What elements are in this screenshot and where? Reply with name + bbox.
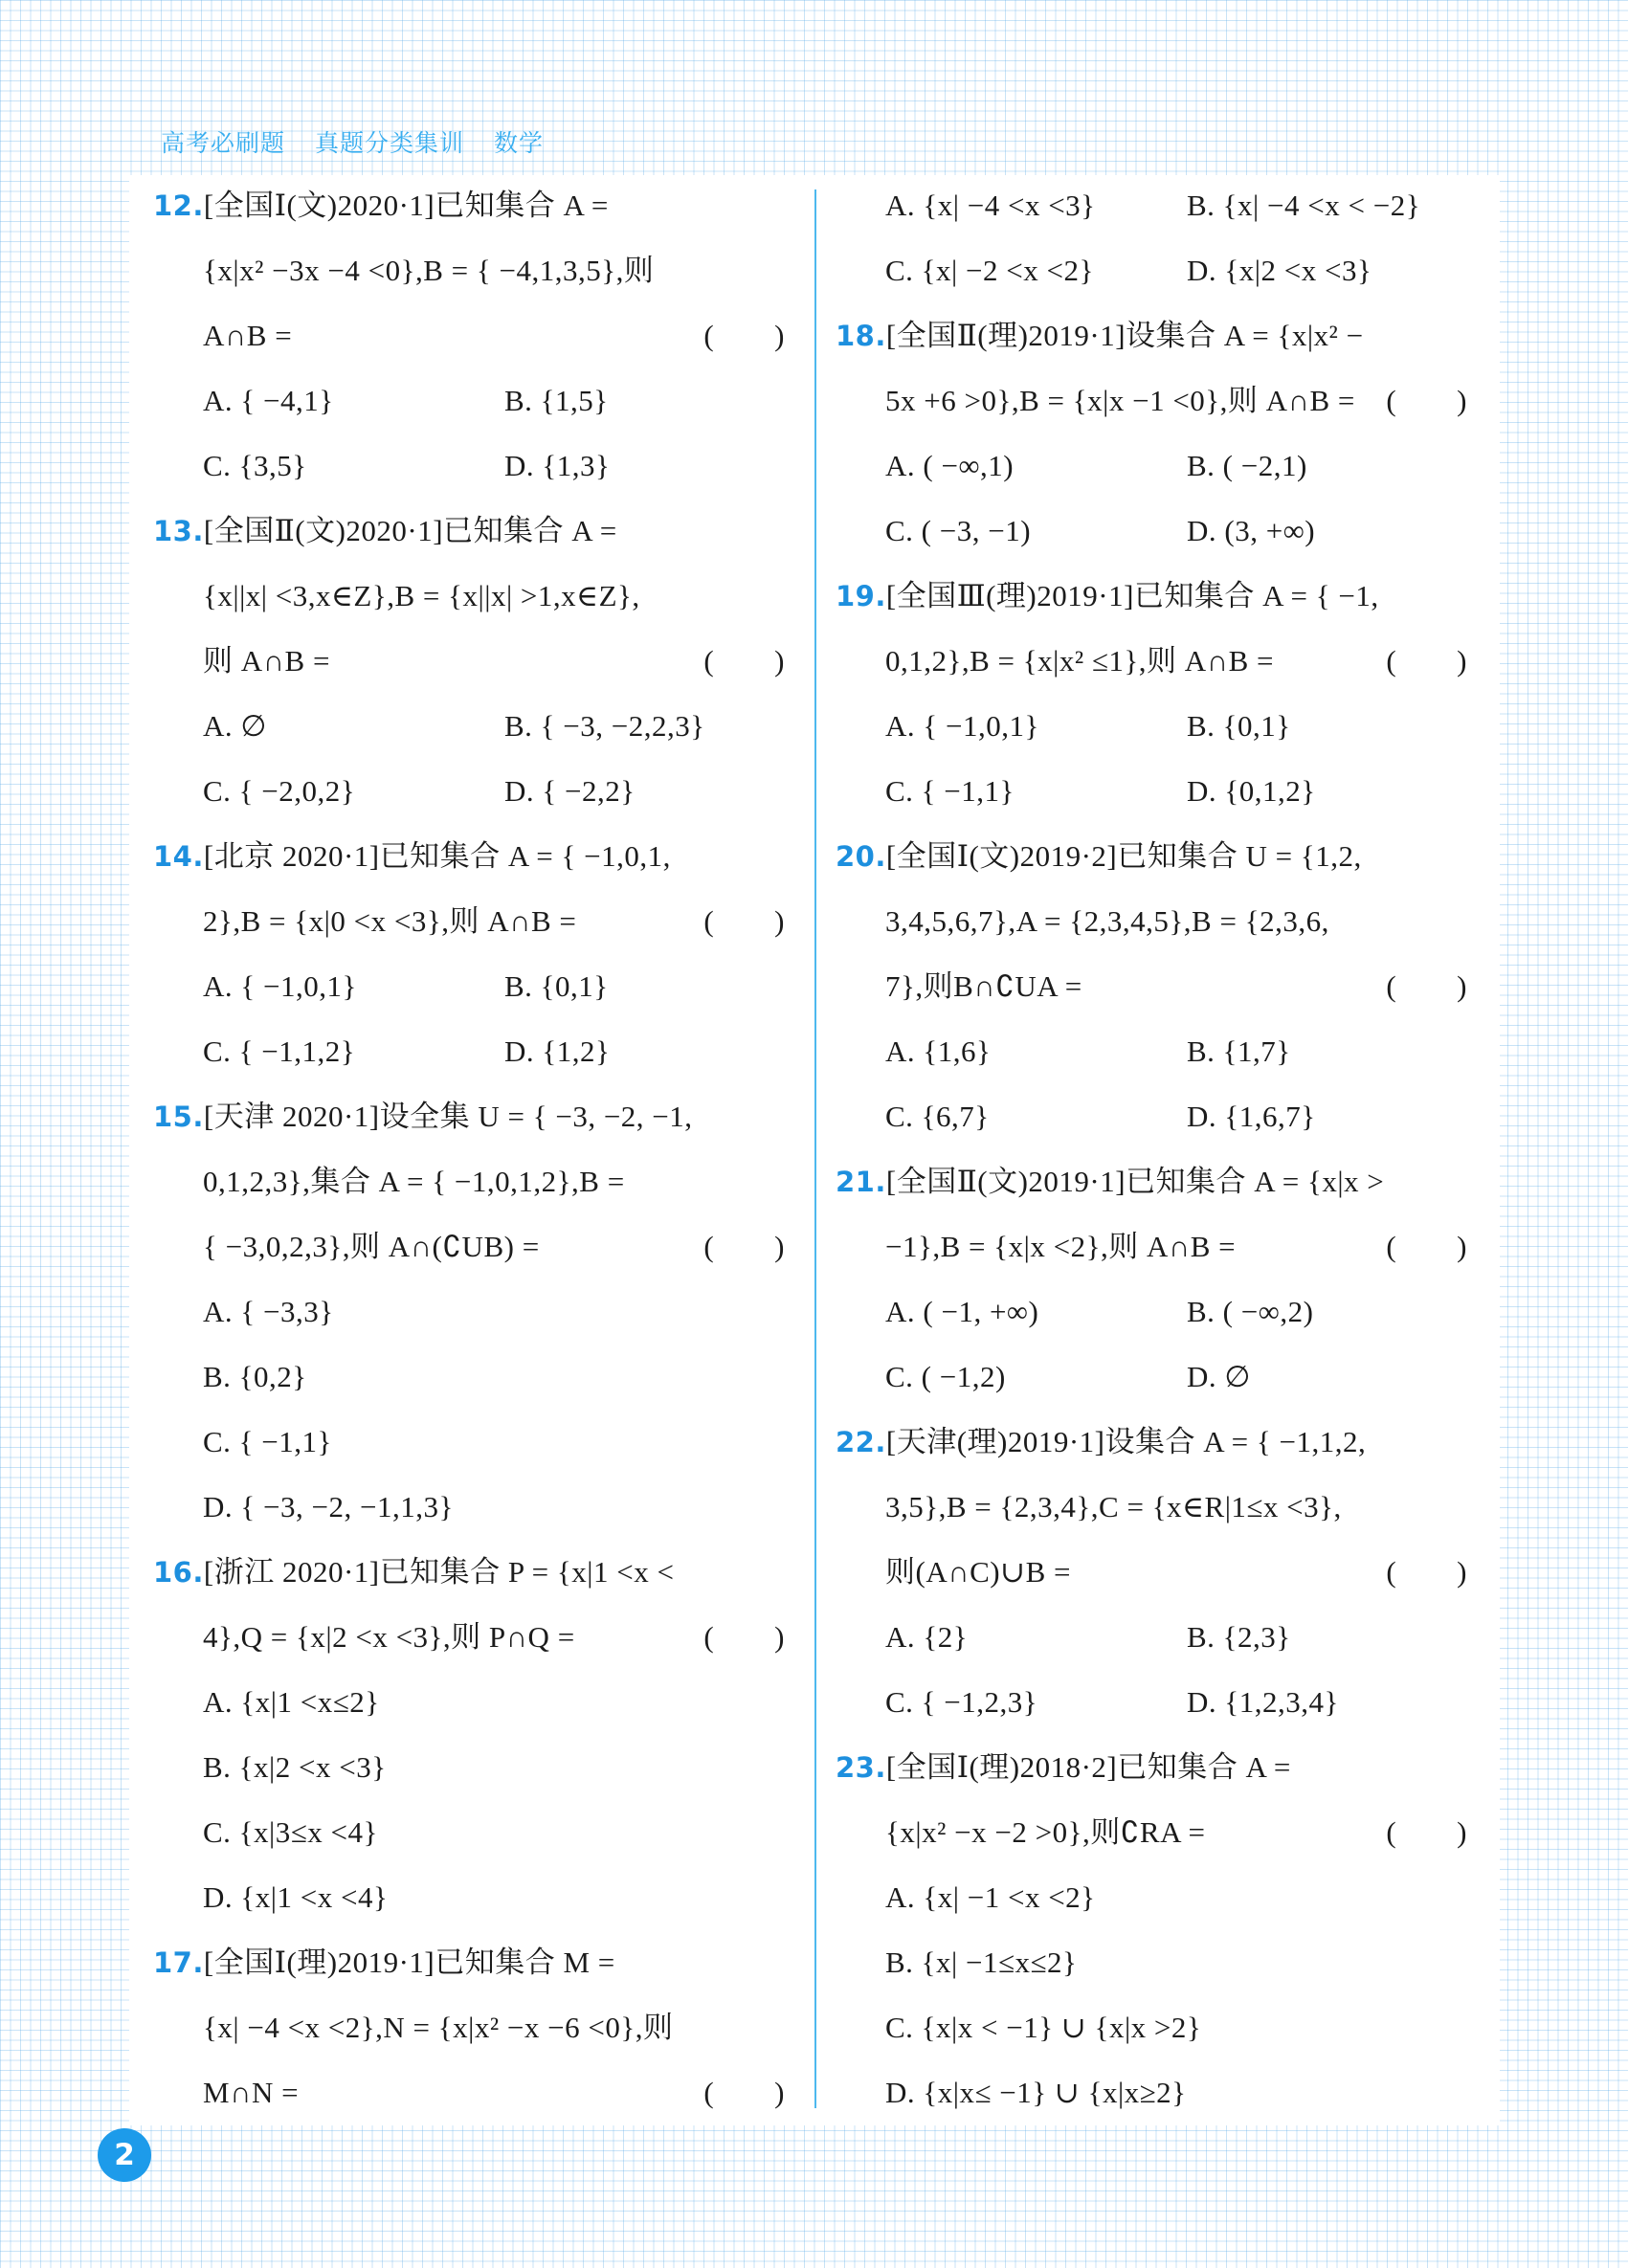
answer-option: A. ( −1, +∞): [885, 1295, 1039, 1328]
text-line: [153, 837, 794, 902]
answer-blank: ( ): [1386, 1230, 1467, 1263]
answer-option: A. ( −∞,1): [885, 449, 1015, 482]
text-line: [836, 1423, 1477, 1488]
right-column: [836, 187, 1477, 2139]
text-line: [836, 707, 1477, 772]
text-line: [836, 1488, 1477, 1553]
question-text: 则 A∩B =: [203, 644, 330, 678]
text-line: [153, 1879, 794, 1944]
question-text: [全国Ⅱ(文)2019·1]已知集合 A = {x|x >: [885, 1165, 1385, 1198]
text-line: [836, 512, 1477, 577]
question-text: −1},B = {x|x <2},则 A∩B =: [885, 1230, 1237, 1263]
answer-option: B. {x| −1≤x≤2}: [885, 1946, 1078, 1979]
question-text: [北京 2020·1]已知集合 A = { −1,0,1,: [203, 839, 671, 873]
answer-blank: ( ): [1386, 969, 1467, 1003]
text-line: [153, 2074, 794, 2139]
answer-option: B. {0,2}: [203, 1360, 307, 1393]
text-line: [836, 1293, 1477, 1358]
question-number: 20.: [836, 840, 886, 873]
answer-option: C. {6,7}: [885, 1100, 990, 1133]
question-text: [天津(理)2019·1]设集合 A = { −1,1,2,: [885, 1425, 1367, 1458]
question-text: [全国Ⅰ(理)2018·2]已知集合 A =: [885, 1750, 1291, 1784]
question-number: 23.: [836, 1751, 886, 1784]
question-text: 5x +6 >0},B = {x|x −1 <0},则 A∩B =: [885, 384, 1355, 417]
text-line: [836, 2009, 1477, 2074]
question-text: [全国Ⅲ(理)2019·1]已知集合 A = { −1,: [885, 579, 1379, 612]
answer-blank: ( ): [1386, 384, 1467, 417]
answer-option: A. {x| −4 <x <3}: [885, 189, 1096, 222]
question-number: 22.: [836, 1426, 886, 1458]
answer-option: C. ( −3, −1): [885, 514, 1032, 547]
text-line: [836, 1553, 1477, 1618]
answer-option: A. { −1,0,1}: [885, 709, 1039, 743]
answer-option: D. {x|1 <x <4}: [203, 1880, 389, 1914]
answer-option: B. ( −2,1): [1187, 449, 1307, 482]
answer-option: A. {1,6}: [885, 1034, 992, 1068]
text-line: [153, 1293, 794, 1358]
text-line: [153, 382, 794, 447]
answer-blank: ( ): [703, 2076, 785, 2109]
text-line: [153, 512, 794, 577]
answer-option: A. {x| −1 <x <2}: [885, 1880, 1096, 1914]
text-line: [836, 1228, 1477, 1293]
answer-blank: ( ): [703, 1230, 785, 1263]
question-text: M∩N =: [203, 2076, 300, 2109]
answer-option: C. { −1,1,2}: [203, 1034, 356, 1068]
text-line: [836, 252, 1477, 317]
question-number: 15.: [153, 1101, 204, 1133]
page-header: [161, 124, 565, 159]
text-line: [836, 1358, 1477, 1423]
text-line: [836, 772, 1477, 837]
text-line: [153, 447, 794, 512]
text-line: [153, 1098, 794, 1163]
question-text: {x|x² −3x −4 <0},B = { −4,1,3,5},则: [203, 254, 655, 287]
left-column: [153, 187, 794, 2139]
answer-option: D. {x|x≤ −1} ∪ {x|x≥2}: [885, 2076, 1187, 2109]
answer-option: D. {1,2,3,4}: [1187, 1685, 1339, 1719]
question-number: 13.: [153, 515, 204, 547]
question-text: [全国Ⅰ(文)2019·2]已知集合 U = {1,2,: [885, 839, 1362, 873]
text-line: [153, 1618, 794, 1683]
question-text: [全国Ⅰ(理)2019·1]已知集合 M =: [203, 1946, 615, 1979]
text-line: [153, 1944, 794, 2009]
question-text: 3,5},B = {2,3,4},C = {x∈R|1≤x <3},: [885, 1490, 1342, 1523]
question-text: 3,4,5,6,7},A = {2,3,4,5},B = {2,3,6,: [885, 904, 1329, 938]
question-number: 12.: [153, 189, 204, 222]
answer-option: A. {x|1 <x≤2}: [203, 1685, 380, 1719]
text-line: [153, 1488, 794, 1553]
text-line: [153, 252, 794, 317]
text-line: [153, 1813, 794, 1879]
answer-option: C. { −1,1}: [203, 1425, 332, 1458]
answer-option: B. { −3, −2,2,3}: [504, 709, 705, 743]
answer-option: B. {x| −4 <x < −2}: [1187, 189, 1421, 222]
answer-blank: ( ): [1386, 1555, 1467, 1589]
question-number: 19.: [836, 580, 886, 612]
question-number: 18.: [836, 320, 886, 352]
text-line: [153, 577, 794, 642]
answer-option: D. {1,3}: [504, 449, 611, 482]
answer-option: D. { −3, −2, −1,1,3}: [203, 1490, 454, 1523]
answer-option: D. {x|2 <x <3}: [1187, 254, 1372, 287]
text-line: [836, 577, 1477, 642]
header-title-1: 高考必刷题: [161, 129, 286, 157]
question-number: 14.: [153, 840, 204, 873]
question-text: A∩B =: [203, 319, 293, 352]
text-line: [836, 2074, 1477, 2139]
text-line: [153, 187, 794, 252]
answer-option: D. {1,2}: [504, 1034, 611, 1068]
text-line: [836, 1618, 1477, 1683]
answer-option: B. {2,3}: [1187, 1620, 1291, 1654]
question-text: 7},则B∩∁UA =: [885, 969, 1082, 1003]
text-line: [836, 187, 1477, 252]
answer-option: C. ( −1,2): [885, 1360, 1006, 1393]
answer-option: B. {0,1}: [1187, 709, 1291, 743]
text-line: [836, 1879, 1477, 1944]
question-text: 则(A∩C)∪B =: [885, 1555, 1071, 1589]
text-line: [836, 1033, 1477, 1098]
text-line: [836, 967, 1477, 1033]
answer-option: A. ∅: [203, 709, 267, 743]
answer-option: A. {2}: [885, 1620, 969, 1654]
answer-option: C. {3,5}: [203, 449, 307, 482]
question-text: [浙江 2020·1]已知集合 P = {x|1 <x <: [203, 1555, 675, 1589]
answer-option: C. { −2,0,2}: [203, 774, 356, 808]
text-line: [153, 1423, 794, 1488]
question-text: 4},Q = {x|2 <x <3},则 P∩Q =: [203, 1620, 575, 1654]
text-line: [836, 1098, 1477, 1163]
header-title-3: 数学: [493, 129, 544, 157]
question-text: { −3,0,2,3},则 A∩(∁UB) =: [203, 1230, 540, 1263]
question-text: [全国Ⅱ(文)2020·1]已知集合 A =: [203, 514, 617, 547]
text-line: [836, 447, 1477, 512]
answer-option: D. {1,6,7}: [1187, 1100, 1316, 1133]
answer-option: B. {x|2 <x <3}: [203, 1750, 387, 1784]
question-text: {x|x² −x −2 >0},则∁RA =: [885, 1815, 1206, 1849]
text-line: [153, 642, 794, 707]
column-divider: [814, 189, 816, 2108]
answer-option: B. {1,7}: [1187, 1034, 1291, 1068]
text-line: [836, 902, 1477, 967]
answer-option: D. ∅: [1187, 1360, 1251, 1393]
question-number: 17.: [153, 1946, 204, 1979]
text-line: [153, 772, 794, 837]
text-line: [153, 967, 794, 1033]
answer-option: A. { −3,3}: [203, 1295, 334, 1328]
answer-option: C. {x|x < −1} ∪ {x|x >2}: [885, 2011, 1202, 2044]
text-line: [153, 1748, 794, 1813]
text-line: [153, 1033, 794, 1098]
text-line: [153, 1358, 794, 1423]
text-line: [836, 1748, 1477, 1813]
text-line: [153, 1683, 794, 1748]
question-text: {x||x| <3,x∈Z},B = {x||x| >1,x∈Z},: [203, 579, 640, 612]
header-title-2: 真题分类集训: [314, 129, 464, 157]
text-line: [836, 1944, 1477, 2009]
question-number: 21.: [836, 1166, 886, 1198]
text-line: [153, 707, 794, 772]
text-line: [153, 902, 794, 967]
answer-blank: ( ): [703, 644, 785, 678]
question-text: {x| −4 <x <2},N = {x|x² −x −6 <0},则: [203, 2011, 674, 2044]
answer-option: B. ( −∞,2): [1187, 1295, 1314, 1328]
question-number: 16.: [153, 1556, 204, 1589]
text-line: [836, 642, 1477, 707]
answer-option: A. { −1,0,1}: [203, 969, 357, 1003]
answer-option: C. {x| −2 <x <2}: [885, 254, 1094, 287]
text-line: [836, 317, 1477, 382]
text-line: [836, 382, 1477, 447]
answer-blank: ( ): [1386, 644, 1467, 678]
text-line: [836, 1683, 1477, 1748]
answer-blank: ( ): [1386, 1815, 1467, 1849]
answer-option: A. { −4,1}: [203, 384, 334, 417]
answer-option: B. {0,1}: [504, 969, 609, 1003]
question-text: [全国Ⅰ(文)2020·1]已知集合 A =: [203, 189, 609, 222]
text-line: [153, 1163, 794, 1228]
answer-option: D. { −2,2}: [504, 774, 636, 808]
text-line: [836, 1163, 1477, 1228]
answer-blank: ( ): [703, 319, 785, 352]
question-text: [天津 2020·1]设全集 U = { −3, −2, −1,: [203, 1100, 693, 1133]
answer-option: C. { −1,2,3}: [885, 1685, 1038, 1719]
answer-blank: ( ): [703, 1620, 785, 1654]
page-number-badge: 2: [98, 2128, 151, 2182]
answer-option: B. {1,5}: [504, 384, 609, 417]
text-line: [153, 2009, 794, 2074]
question-text: 0,1,2},B = {x|x² ≤1},则 A∩B =: [885, 644, 1274, 678]
text-line: [153, 1228, 794, 1293]
question-text: 0,1,2,3},集合 A = { −1,0,1,2},B =: [203, 1165, 625, 1198]
text-line: [153, 1553, 794, 1618]
answer-option: D. (3, +∞): [1187, 514, 1316, 547]
answer-option: C. { −1,1}: [885, 774, 1015, 808]
question-text: [全国Ⅱ(理)2019·1]设集合 A = {x|x² −: [885, 319, 1364, 352]
answer-blank: ( ): [703, 904, 785, 938]
question-text: 2},B = {x|0 <x <3},则 A∩B =: [203, 904, 577, 938]
text-line: [836, 1813, 1477, 1879]
text-line: [153, 317, 794, 382]
answer-option: D. {0,1,2}: [1187, 774, 1316, 808]
answer-option: C. {x|3≤x <4}: [203, 1815, 378, 1849]
text-line: [836, 837, 1477, 902]
